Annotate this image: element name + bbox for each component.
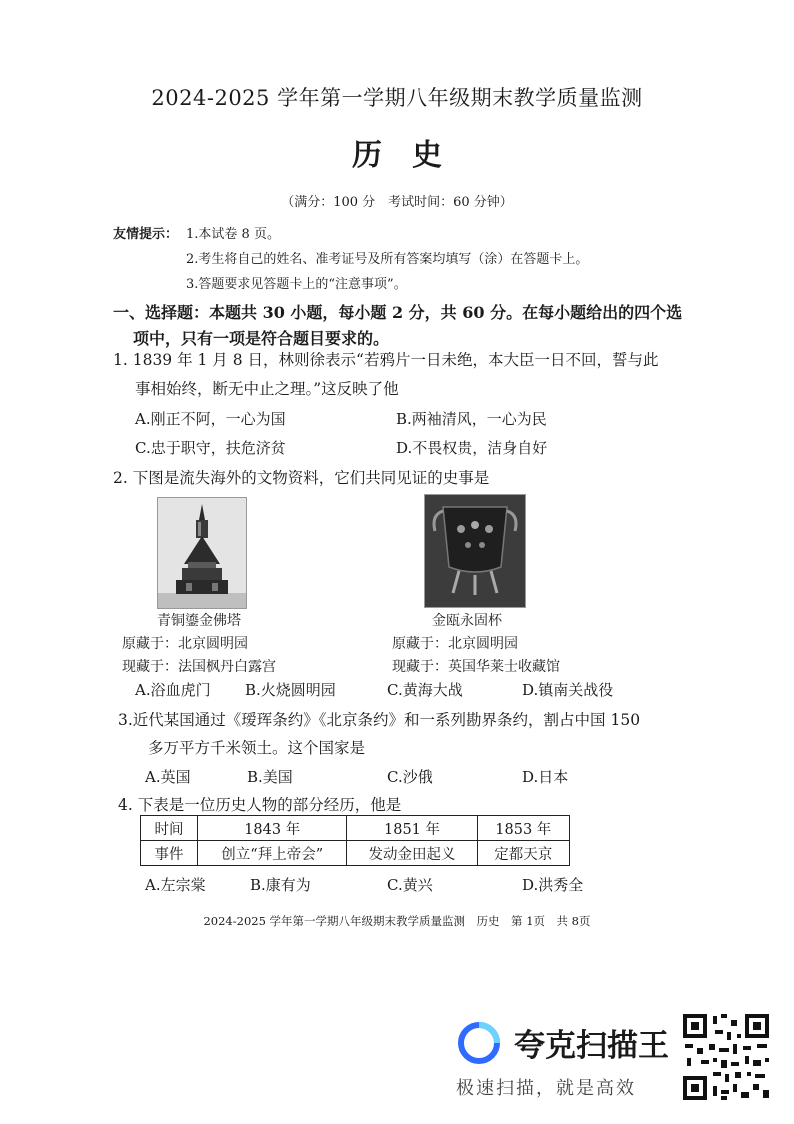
tip-item: 1.本试卷 8 页。 bbox=[186, 227, 280, 242]
table-cell: 1853 年 bbox=[477, 816, 569, 841]
watermark-brand: 夸克扫描王 bbox=[514, 1028, 669, 1064]
q1-stem-line1: 1. 1839 年 1 月 8 日，林则徐表示“若鸦片一日未绝，本大臣一日不回，誓与此 bbox=[113, 351, 659, 369]
section-heading bbox=[113, 300, 713, 352]
q2-option-a[interactable]: A.浴血虎门 bbox=[135, 681, 211, 699]
q1-stem-line2: 事相始终，断无中止之理。”这反映了他 bbox=[135, 380, 399, 398]
q2-option-c[interactable]: C.黄海大战 bbox=[387, 681, 463, 699]
table-row bbox=[141, 816, 570, 841]
q1-option-a[interactable]: A.刚正不阿，一心为国 bbox=[135, 410, 286, 428]
table-row bbox=[141, 841, 570, 866]
watermark-slogan: 极速扫描，就是高效 bbox=[456, 1078, 636, 1099]
q1-option-c[interactable]: C.忠于职守，扶危济贫 bbox=[135, 439, 286, 457]
q2-option-d[interactable]: D.镇南关战役 bbox=[522, 681, 614, 699]
table-cell: 1851 年 bbox=[347, 816, 477, 841]
table-cell: 定都天京 bbox=[477, 841, 569, 866]
table-cell: 事件 bbox=[141, 841, 198, 866]
q1-option-b[interactable]: B.两袖清风，一心为民 bbox=[396, 410, 547, 428]
tips-label: 友情提示： bbox=[113, 227, 179, 242]
subject-title: 历史 bbox=[352, 138, 472, 173]
q3-option-b[interactable]: B.美国 bbox=[247, 768, 293, 786]
relic1-current: 现藏于：法国枫丹白露宫 bbox=[122, 659, 276, 675]
table-cell: 1843 年 bbox=[198, 816, 347, 841]
exam-title: 2024-2025 学年第一学期八年级期末教学质量监测 bbox=[151, 86, 643, 110]
section-heading-line: 一、选择题：本题共 30 小题，每小题 2 分，共 60 分。在每小题给出的四个选 bbox=[113, 303, 683, 322]
page-footer: 2024-2025 学年第一学期八年级期末教学质量监测 历史 第 1页 共 8页 bbox=[203, 914, 591, 928]
q4-option-b[interactable]: B.康有为 bbox=[250, 876, 311, 894]
q4-option-a[interactable]: A.左宗棠 bbox=[145, 876, 206, 894]
q2-stem: 2. 下图是流失海外的文物资料，它们共同见证的史事是 bbox=[113, 469, 490, 487]
relic1-origin: 原藏于：北京圆明园 bbox=[122, 636, 248, 652]
section-heading-line: 项中，只有一项是符合题目要求的。 bbox=[133, 329, 390, 348]
tip-item: 2.考生将自己的姓名、准考证号及所有答案均填写（涂）在答题卡上。 bbox=[186, 252, 589, 267]
q4-stem: 4. 下表是一位历史人物的部分经历，他是 bbox=[118, 796, 402, 814]
scanner-app-logo-icon bbox=[454, 1018, 504, 1068]
q4-option-c[interactable]: C.黄兴 bbox=[387, 876, 433, 894]
table-cell: 时间 bbox=[141, 816, 198, 841]
relic2-name: 金瓯永固杯 bbox=[432, 613, 502, 629]
relic2-origin: 原藏于：北京圆明园 bbox=[392, 636, 518, 652]
table-cell: 创立“拜上帝会” bbox=[198, 841, 347, 866]
q3-option-c[interactable]: C.沙俄 bbox=[387, 768, 433, 786]
qr-code-icon bbox=[681, 1012, 771, 1102]
q4-option-d[interactable]: D.洪秀全 bbox=[522, 876, 584, 894]
relic2-current: 现藏于：英国华莱士收藏馆 bbox=[392, 659, 560, 675]
q3-stem-line2: 多万平方千米领土。这个国家是 bbox=[148, 739, 366, 757]
golden-cup-photo bbox=[424, 494, 526, 608]
table-cell: 发动金田起义 bbox=[347, 841, 477, 866]
tip-item: 3.答题要求见答题卡上的“注意事项”。 bbox=[186, 277, 407, 292]
exam-meta: （满分：100 分 考试时间：60 分钟） bbox=[281, 195, 513, 210]
pagoda-photo bbox=[157, 497, 247, 609]
q2-option-b[interactable]: B.火烧圆明园 bbox=[245, 681, 336, 699]
q3-option-d[interactable]: D.日本 bbox=[522, 768, 569, 786]
biography-table bbox=[140, 815, 570, 866]
q3-stem-line1: 3.近代某国通过《瑷珲条约》《北京条约》和一系列勘界条约，割占中国 150 bbox=[118, 711, 641, 729]
q1-option-d[interactable]: D.不畏权贵，洁身自好 bbox=[396, 439, 548, 457]
relic1-name: 青铜鎏金佛塔 bbox=[157, 613, 241, 629]
q3-option-a[interactable]: A.英国 bbox=[145, 768, 191, 786]
